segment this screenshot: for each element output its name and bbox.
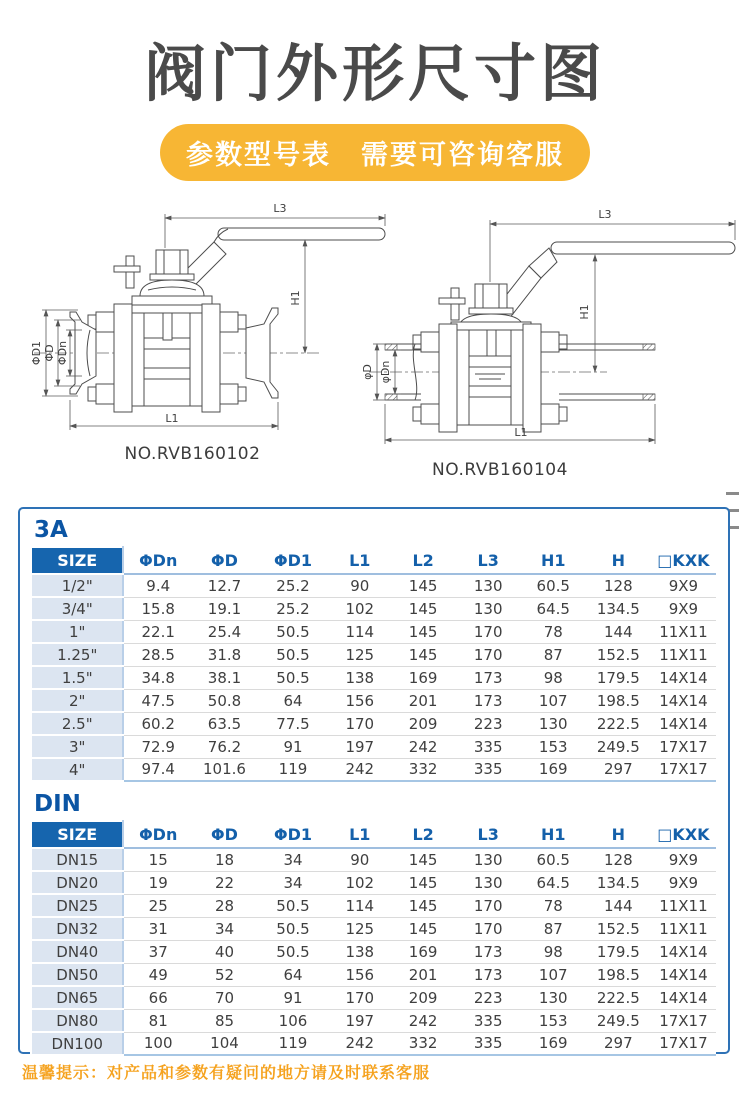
edge-mark <box>726 492 739 495</box>
size-cell: 3" <box>31 735 123 758</box>
table-cell: 242 <box>391 735 456 758</box>
table-cell: 11X11 <box>651 917 716 940</box>
table-row <box>31 848 716 871</box>
column-header: □KXK <box>651 547 716 574</box>
dimension-H1 <box>578 255 595 372</box>
column-header: □KXK <box>651 821 716 848</box>
table-row <box>31 712 716 735</box>
table-cell: 63.5 <box>192 712 257 735</box>
column-header: ΦD1 <box>257 547 329 574</box>
table-cell: 11X11 <box>651 894 716 917</box>
table-cell: 11X11 <box>651 620 716 643</box>
info-badge <box>160 124 590 181</box>
table-cell: 130 <box>521 712 586 735</box>
table-cell: 14X14 <box>651 940 716 963</box>
size-cell: 1" <box>31 620 123 643</box>
table-row <box>31 986 716 1009</box>
size-cell: DN15 <box>31 848 123 871</box>
table-cell: 145 <box>391 848 456 871</box>
table-cell: 12.7 <box>192 574 257 597</box>
table-row <box>31 597 716 620</box>
table-cell: 106 <box>257 1009 329 1032</box>
table-cell: 60.5 <box>521 848 586 871</box>
table-row <box>31 1009 716 1032</box>
column-header: SIZE <box>31 547 123 574</box>
table-cell: 170 <box>329 712 391 735</box>
table-row <box>31 620 716 643</box>
table-cell: 50.5 <box>257 917 329 940</box>
table-cell: 17X17 <box>651 1009 716 1032</box>
label-D: ΦD <box>43 344 56 362</box>
table-cell: 102 <box>329 597 391 620</box>
table-cell: 335 <box>456 758 521 781</box>
table-cell: 50.5 <box>257 620 329 643</box>
table-cell: 144 <box>586 620 651 643</box>
table-row <box>31 963 716 986</box>
table-cell: 47.5 <box>123 689 192 712</box>
table-cell: 25 <box>123 894 192 917</box>
table-cell: 173 <box>456 666 521 689</box>
table-cell: 64.5 <box>521 871 586 894</box>
size-cell: 2.5" <box>31 712 123 735</box>
table-cell: 297 <box>586 758 651 781</box>
table-cell: 145 <box>391 871 456 894</box>
table-cell: 14X14 <box>651 986 716 1009</box>
table-cell: 201 <box>391 963 456 986</box>
table-cell: 52 <box>192 963 257 986</box>
table-title-din: DIN <box>34 791 81 817</box>
table-cell: 170 <box>456 643 521 666</box>
table-cell: 9.4 <box>123 574 192 597</box>
table-cell: 50.5 <box>257 894 329 917</box>
table-cell: 87 <box>521 917 586 940</box>
table-cell: 332 <box>391 1032 456 1055</box>
table-row <box>31 917 716 940</box>
column-header: ΦDn <box>123 821 192 848</box>
size-cell: DN25 <box>31 894 123 917</box>
size-cell: 1.5" <box>31 666 123 689</box>
table-cell: 22.1 <box>123 620 192 643</box>
table-cell: 138 <box>329 666 391 689</box>
column-header: H <box>586 547 651 574</box>
dimension-tables-panel <box>18 507 730 1054</box>
column-header: H <box>586 821 651 848</box>
table-row <box>31 666 716 689</box>
size-cell: DN65 <box>31 986 123 1009</box>
table-cell: 81 <box>123 1009 192 1032</box>
column-header: SIZE <box>31 821 123 848</box>
table-cell: 97.4 <box>123 758 192 781</box>
table-cell: 66 <box>123 986 192 1009</box>
label-H1: H1 <box>578 304 591 320</box>
table-cell: 153 <box>521 1009 586 1032</box>
table-cell: 134.5 <box>586 871 651 894</box>
header-row <box>31 547 716 574</box>
table-cell: 18 <box>192 848 257 871</box>
table-cell: 170 <box>329 986 391 1009</box>
table-cell: 9X9 <box>651 871 716 894</box>
table-cell: 119 <box>257 1032 329 1055</box>
column-header: ΦD <box>192 821 257 848</box>
column-header: L2 <box>391 547 456 574</box>
size-cell: DN20 <box>31 871 123 894</box>
table-cell: 14X14 <box>651 689 716 712</box>
table-cell: 15.8 <box>123 597 192 620</box>
table-cell: 107 <box>521 963 586 986</box>
table-cell: 173 <box>456 689 521 712</box>
table-cell: 170 <box>456 894 521 917</box>
table-row <box>31 574 716 597</box>
drawing-2-caption: NO.RVB160104 <box>432 460 568 480</box>
table-cell: 249.5 <box>586 1009 651 1032</box>
valve-handle <box>493 242 735 324</box>
table-cell: 25.2 <box>257 597 329 620</box>
table-cell: 91 <box>257 986 329 1009</box>
table-cell: 64 <box>257 963 329 986</box>
table-cell: 209 <box>391 712 456 735</box>
table-cell: 19.1 <box>192 597 257 620</box>
table-cell: 179.5 <box>586 940 651 963</box>
table-cell: 130 <box>456 871 521 894</box>
table-row <box>31 735 716 758</box>
table-cell: 22 <box>192 871 257 894</box>
table-cell: 130 <box>521 986 586 1009</box>
table-cell: 130 <box>456 597 521 620</box>
page-title: 阀门外形尺寸图 <box>143 37 606 110</box>
table-cell: 145 <box>391 574 456 597</box>
size-cell: 3/4" <box>31 597 123 620</box>
table-cell: 85 <box>192 1009 257 1032</box>
table-row <box>31 689 716 712</box>
size-cell: 4" <box>31 758 123 781</box>
table-cell: 201 <box>391 689 456 712</box>
table-cell: 198.5 <box>586 689 651 712</box>
table-cell: 173 <box>456 963 521 986</box>
table-cell: 169 <box>391 940 456 963</box>
size-cell: DN50 <box>31 963 123 986</box>
table-cell: 335 <box>456 735 521 758</box>
label-D: φD <box>361 364 374 380</box>
table-cell: 138 <box>329 940 391 963</box>
table-cell: 17X17 <box>651 735 716 758</box>
table-row <box>31 871 716 894</box>
table-cell: 223 <box>456 712 521 735</box>
column-header: L1 <box>329 547 391 574</box>
table-cell: 50.8 <box>192 689 257 712</box>
table-cell: 34 <box>192 917 257 940</box>
table-cell: 98 <box>521 940 586 963</box>
valve-body <box>413 324 567 432</box>
table-cell: 91 <box>257 735 329 758</box>
table-row <box>31 643 716 666</box>
table-row <box>31 894 716 917</box>
table-cell: 169 <box>391 666 456 689</box>
table-cell: 25.4 <box>192 620 257 643</box>
column-header: L3 <box>456 547 521 574</box>
table-cell: 107 <box>521 689 586 712</box>
table-cell: 145 <box>391 894 456 917</box>
table-cell: 19 <box>123 871 192 894</box>
table-cell: 64.5 <box>521 597 586 620</box>
label-D1: ΦD1 <box>30 340 43 366</box>
table-cell: 40 <box>192 940 257 963</box>
table-cell: 38.1 <box>192 666 257 689</box>
table-cell: 17X17 <box>651 758 716 781</box>
table-row <box>31 1032 716 1055</box>
header-row <box>31 821 716 848</box>
table-cell: 70 <box>192 986 257 1009</box>
table-cell: 100 <box>123 1032 192 1055</box>
table-cell: 242 <box>329 1032 391 1055</box>
label-Dn: ΦDn <box>56 340 69 366</box>
column-header: ΦD1 <box>257 821 329 848</box>
label-L3: L3 <box>598 208 612 221</box>
table-cell: 222.5 <box>586 712 651 735</box>
table-cell: 87 <box>521 643 586 666</box>
table-cell: 114 <box>329 894 391 917</box>
table-cell: 25.2 <box>257 574 329 597</box>
table-cell: 152.5 <box>586 917 651 940</box>
table-cell: 50.5 <box>257 940 329 963</box>
table-cell: 223 <box>456 986 521 1009</box>
table-cell: 153 <box>521 735 586 758</box>
column-header: ΦDn <box>123 547 192 574</box>
table-cell: 64 <box>257 689 329 712</box>
table-cell: 15 <box>123 848 192 871</box>
table-cell: 209 <box>391 986 456 1009</box>
table-cell: 170 <box>456 917 521 940</box>
dimension-H1 <box>289 240 305 353</box>
column-header: L3 <box>456 821 521 848</box>
table-cell: 145 <box>391 643 456 666</box>
table-title-3a: 3A <box>34 517 68 543</box>
table-cell: 145 <box>391 620 456 643</box>
table-cell: 114 <box>329 620 391 643</box>
column-header: L2 <box>391 821 456 848</box>
size-cell: DN80 <box>31 1009 123 1032</box>
table-cell: 128 <box>586 574 651 597</box>
table-cell: 130 <box>456 848 521 871</box>
table-cell: 145 <box>391 597 456 620</box>
table-cell: 169 <box>521 758 586 781</box>
dimension-diameters <box>30 310 82 396</box>
table-din <box>30 820 716 1056</box>
dimension-L3 <box>165 202 385 248</box>
table-cell: 31.8 <box>192 643 257 666</box>
valve-handle <box>176 228 385 292</box>
table-cell: 128 <box>586 848 651 871</box>
table-cell: 14X14 <box>651 963 716 986</box>
valve-body <box>88 304 246 412</box>
table-cell: 60.2 <box>123 712 192 735</box>
size-cell: 1.25" <box>31 643 123 666</box>
table-cell: 9X9 <box>651 597 716 620</box>
table-cell: 60.5 <box>521 574 586 597</box>
valve-drawing-weld-end <box>355 200 747 462</box>
table-row <box>31 758 716 781</box>
size-cell: DN100 <box>31 1032 123 1055</box>
size-cell: 2" <box>31 689 123 712</box>
label-L1: L1 <box>514 426 528 439</box>
table-cell: 9X9 <box>651 848 716 871</box>
table-cell: 125 <box>329 917 391 940</box>
drawing-1-caption: NO.RVB160102 <box>124 444 261 464</box>
table-cell: 332 <box>391 758 456 781</box>
table-cell: 14X14 <box>651 666 716 689</box>
table-cell: 72.9 <box>123 735 192 758</box>
table-cell: 104 <box>192 1032 257 1055</box>
column-header: L1 <box>329 821 391 848</box>
table-cell: 11X11 <box>651 643 716 666</box>
table-cell: 34 <box>257 871 329 894</box>
table-cell: 119 <box>257 758 329 781</box>
table-cell: 98 <box>521 666 586 689</box>
table-cell: 145 <box>391 917 456 940</box>
table-cell: 78 <box>521 894 586 917</box>
table-cell: 297 <box>586 1032 651 1055</box>
table-cell: 90 <box>329 848 391 871</box>
table-cell: 37 <box>123 940 192 963</box>
table-3a <box>30 546 716 782</box>
label-L3: L3 <box>273 202 287 215</box>
table-cell: 77.5 <box>257 712 329 735</box>
table-cell: 335 <box>456 1032 521 1055</box>
table-cell: 242 <box>391 1009 456 1032</box>
dimension-diameters <box>361 344 401 400</box>
table-cell: 249.5 <box>586 735 651 758</box>
table-cell: 152.5 <box>586 643 651 666</box>
size-cell: DN32 <box>31 917 123 940</box>
table-cell: 9X9 <box>651 574 716 597</box>
table-cell: 90 <box>329 574 391 597</box>
table-cell: 14X14 <box>651 712 716 735</box>
table-cell: 31 <box>123 917 192 940</box>
table-cell: 173 <box>456 940 521 963</box>
size-cell: DN40 <box>31 940 123 963</box>
column-header: H1 <box>521 821 586 848</box>
table-cell: 34 <box>257 848 329 871</box>
table-row <box>31 940 716 963</box>
label-H1: H1 <box>289 290 302 306</box>
table-cell: 170 <box>456 620 521 643</box>
valve-drawing-clamp-end <box>20 198 395 448</box>
size-cell: 1/2" <box>31 574 123 597</box>
table-cell: 335 <box>456 1009 521 1032</box>
table-cell: 101.6 <box>192 758 257 781</box>
table-cell: 17X17 <box>651 1032 716 1055</box>
table-cell: 144 <box>586 894 651 917</box>
table-cell: 197 <box>329 735 391 758</box>
table-cell: 242 <box>329 758 391 781</box>
table-cell: 130 <box>456 574 521 597</box>
table-cell: 76.2 <box>192 735 257 758</box>
label-L1: L1 <box>165 412 179 425</box>
badge-text-right: 需要可咨询客服 <box>361 140 564 171</box>
table-cell: 34.8 <box>123 666 192 689</box>
badge-text-left: 参数型号表 <box>186 140 331 171</box>
table-cell: 197 <box>329 1009 391 1032</box>
table-cell: 28.5 <box>123 643 192 666</box>
table-cell: 50.5 <box>257 666 329 689</box>
table-cell: 179.5 <box>586 666 651 689</box>
table-cell: 156 <box>329 963 391 986</box>
column-header: ΦD <box>192 547 257 574</box>
table-cell: 156 <box>329 689 391 712</box>
table-cell: 125 <box>329 643 391 666</box>
table-cell: 102 <box>329 871 391 894</box>
table-cell: 78 <box>521 620 586 643</box>
footer-note: 温馨提示：对产品和参数有疑问的地方请及时联系客服 <box>22 1063 431 1082</box>
table-cell: 169 <box>521 1032 586 1055</box>
column-header: H1 <box>521 547 586 574</box>
table-cell: 28 <box>192 894 257 917</box>
table-cell: 222.5 <box>586 986 651 1009</box>
table-cell: 198.5 <box>586 963 651 986</box>
label-Dn: φDn <box>379 360 392 384</box>
table-cell: 49 <box>123 963 192 986</box>
table-cell: 50.5 <box>257 643 329 666</box>
table-cell: 134.5 <box>586 597 651 620</box>
